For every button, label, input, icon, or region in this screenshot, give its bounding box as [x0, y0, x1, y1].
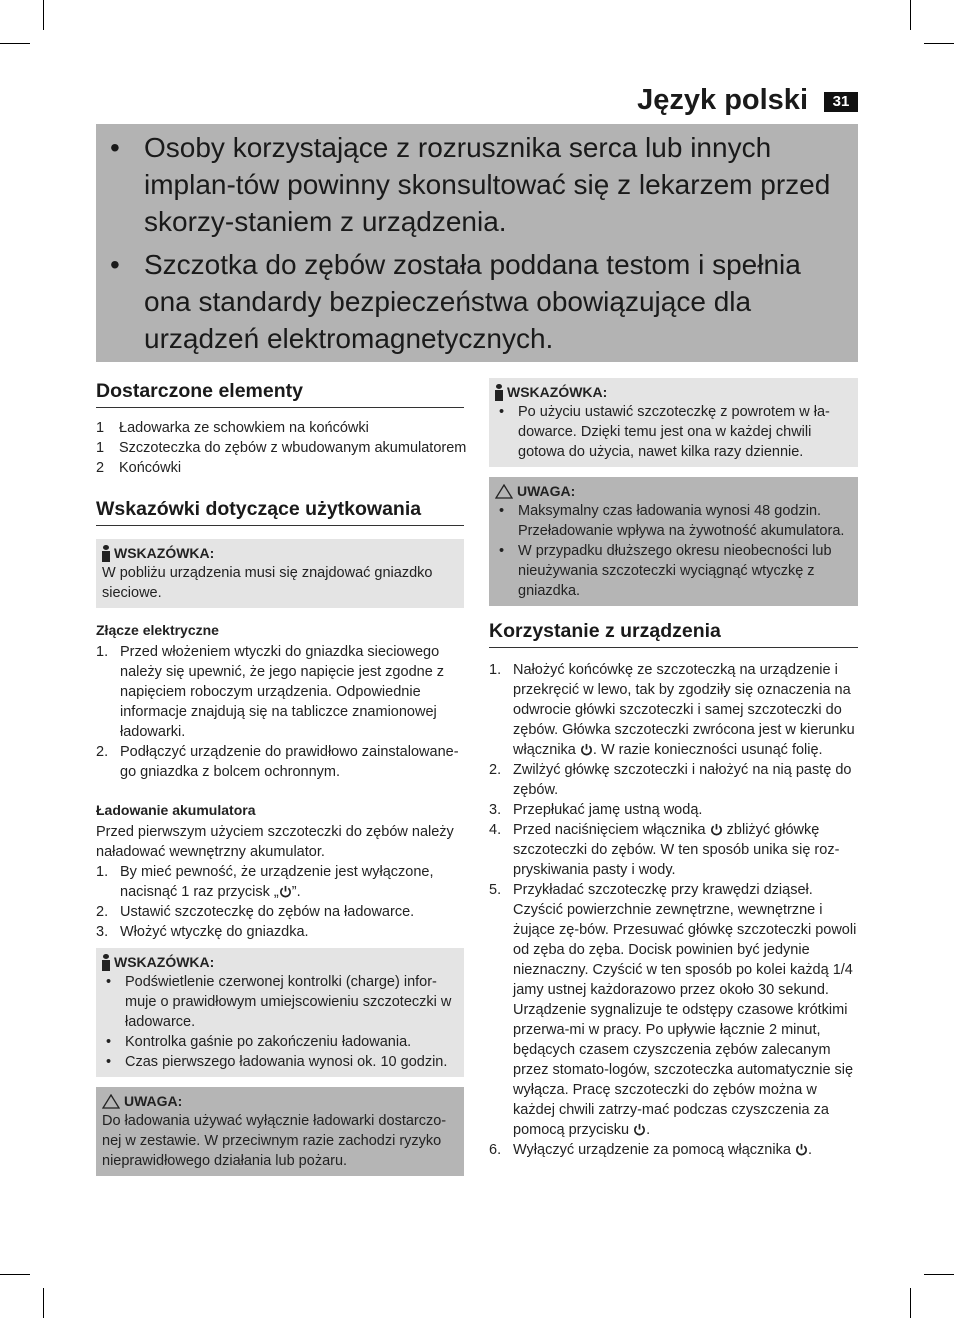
crop-mark: [0, 43, 30, 44]
section-heading-operation: Korzystanie z urządzenia: [489, 618, 858, 648]
left-column: [96, 378, 467, 1186]
list-item: • Kontrolka gaśnie po zakończeniu ładowania.: [106, 1034, 412, 1050]
warning-icon: [495, 484, 513, 499]
power-icon: [633, 1123, 646, 1136]
list-item: 5. Przykładać szczoteczkę przy krawędzi dziąseł. Czyścić powierzchnie zewnętrzne, wewnętrzne i żujące zę-bów. Przesuwać główkę szczoteczki powoli od zęba do zęba. Docisk powinien być jedynie nieznaczny. Czyścić w ten sposób po kolei każdą 1/4 jamy ustnej każdorazowo przez około 30 sekund. Urządzenie sygnalizuje te odstępy czasowe krótkimi przerwa-mi w pracy. Po upływie łącznie 2 minut, będących czasem czyszczenia zębów zalecanym przez stomato-logów, szczoteczka automatycznie się wyłącza. Pracę szczoteczki do zębów można w każdej chwili zatrzy-mać podczas czyszczenia za pomocą przycisku .: [489, 882, 857, 1138]
crop-mark: [924, 1274, 954, 1275]
list-item: • Maksymalny czas ładowania wynosi 48 godzin. Przeładowanie wpływa na żywotność akumulatora.: [499, 503, 845, 539]
warning-box: UWAGA: • Maksymalny czas ładowania wynosi 48 godzin. Przeładowanie wpływa na żywotność akumulatora. • W przypadku dłuższego okresu nieobecności lub nieużywania szczoteczki wyciągnąć wtyczkę z gniazdka.: [489, 477, 858, 606]
page-header-title: Język polski: [637, 84, 808, 116]
crop-mark: [910, 1288, 911, 1318]
power-icon: [795, 1143, 808, 1156]
list-item: 3. Włożyć wtyczkę do gniazdka.: [96, 924, 309, 940]
subheading-charging: Ładowanie akumulatora: [96, 802, 256, 818]
list-item: 2. Podłączyć urządzenie do prawidłowo zainstalowane-go gniazdka z bolcem ochronnym.: [96, 744, 459, 780]
list-item: 2. Ustawić szczoteczkę do zębów na ładowarce.: [96, 904, 415, 920]
info-icon: [495, 384, 503, 401]
list-item: • Podświetlenie czerwonej kontrolki (charge) infor-muje o prawidłowym umiejscowieniu szczoteczki w ładowarce.: [106, 974, 452, 1030]
list-item: 3. Przepłukać jamę ustną wodą.: [489, 802, 703, 818]
crop-mark: [0, 1274, 30, 1275]
note-box: WSKAZÓWKA: W pobliżu urządzenia musi się znajdować gniazdko sieciowe.: [96, 539, 464, 608]
crop-mark: [910, 0, 911, 30]
list-item: 1. By mieć pewność, że urządzenie jest wyłączone, nacisnąć 1 raz przycisk „ ”.: [96, 864, 434, 900]
warning-box: UWAGA: Do ładowania używać wyłącznie ładowarki dostarczo-nej w zestawie. W przeciwnym razie zachodzi ryzyko nieprawidłowego działania lub pożaru.: [96, 1087, 464, 1176]
note-box: WSKAZÓWKA: • Po użyciu ustawić szczoteczkę z powrotem w ła-dowarce. Dzięki temu jest ona w każdej chwili gotowa do użycia, nawet kilka razy dziennie.: [489, 378, 858, 467]
charging-steps: [96, 862, 464, 942]
list-item: 2. Zwilżyć główkę szczoteczki i nałożyć na nią pastę do zębów.: [489, 762, 852, 798]
crop-mark: [924, 43, 954, 44]
power-icon: [279, 885, 292, 898]
list-item: 4. Przed naciśnięciem włącznika zbliżyć główkę szczoteczki do zębów. W ten sposób unika się roz-pryskiwania pasty i wody.: [489, 822, 840, 878]
list-item: 1. Przed włożeniem wtyczki do gniazdka sieciowego należy się upewnić, że jego napięcie jest zgodne z napięciem roboczym urządzenia. Odpowiednie informacje znajdują się na tabliczce znamionowej ładowarki.: [96, 644, 445, 740]
right-column: [489, 378, 858, 1160]
operation-steps: [489, 660, 858, 1160]
list-item: 1 Ładowarka ze schowkiem na końcówki: [96, 420, 369, 436]
subheading-electrical: Złącze elektryczne: [96, 622, 219, 638]
banner-item: • Szczotka do zębów została poddana testom i spełnia ona standardy bezpieczeństwa obowiązujące dla urządzeń elektromagnetycznych.: [110, 249, 801, 354]
list-item: 1 Szczoteczka do zębów z wbudowanym akumulatorem: [96, 440, 467, 456]
crop-mark: [43, 0, 44, 30]
note-box: WSKAZÓWKA: • Podświetlenie czerwonej kontrolki (charge) infor-muje o prawidłowym umiejscowieniu szczoteczki w ładowarce. • Kontrolka gaśnie po zakończeniu ładowania. • Czas pierwszego ładowania wynosi ok. 10 godzin.: [96, 948, 464, 1077]
info-icon: [102, 954, 110, 971]
list-item: • Po użyciu ustawić szczoteczkę z powrotem w ła-dowarce. Dzięki temu jest ona w każdej chwili gotowa do użycia, nawet kilka razy dziennie.: [499, 404, 830, 460]
electrical-steps: [96, 642, 464, 782]
list-item: • W przypadku dłuższego okresu nieobecności lub nieużywania szczoteczki wyciągnąć wtyczkę z gniazdka.: [499, 543, 832, 599]
list-item: • Czas pierwszego ładowania wynosi ok. 10 godzin.: [106, 1054, 448, 1070]
list-item: 6. Wyłączyć urządzenie za pomocą włącznika .: [489, 1142, 812, 1158]
section-heading-supplied: Dostarczone elementy: [96, 378, 464, 408]
supplied-list: [96, 418, 467, 478]
list-item: 1. Nałożyć końcówkę ze szczoteczką na urządzenie i przekręcić w lewo, tak by zgodziły się oznaczenia na odwrocie główki szczoteczki i samej szczoteczki do zębów. Główka szczoteczki zwrócona jest w kierunku włącznika . W razie konieczności usunąć folię.: [489, 662, 855, 758]
section-heading-usage: Wskazówki dotyczące użytkowania: [96, 496, 464, 526]
charging-intro: Przed pierwszym użyciem szczoteczki do zębów należy naładować wewnętrzny akumulator.: [96, 824, 454, 860]
safety-banner: [96, 124, 858, 362]
power-icon: [580, 743, 593, 756]
banner-item: • Osoby korzystające z rozrusznika serca lub innych implan-tów powinny skonsultować się z lekarzem przed skorzy-staniem z urządzenia.: [110, 132, 831, 237]
page-number: 31: [824, 92, 858, 112]
power-icon: [710, 823, 723, 836]
info-icon: [102, 545, 110, 562]
list-item: 2 Końcówki: [96, 460, 182, 476]
crop-mark: [43, 1288, 44, 1318]
warning-icon: [102, 1094, 120, 1109]
